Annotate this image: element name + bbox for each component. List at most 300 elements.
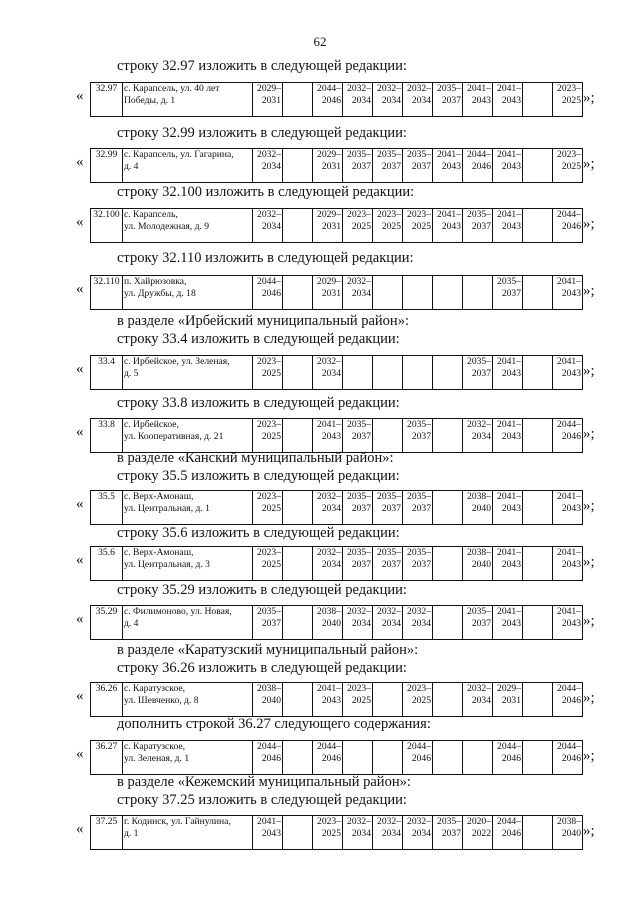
table-row [91, 419, 583, 453]
year-range-text: 2032– 2034 [347, 816, 371, 839]
year-range-text: 2041– 2043 [557, 547, 581, 570]
amendment-heading: строку 35.6 изложить в следующей редакции: [117, 525, 400, 541]
amendment-heading: строку 32.97 изложить в следующей редакции: [117, 58, 407, 74]
year-range-cell [403, 209, 433, 243]
year-range-text: 2032– 2034 [347, 606, 371, 629]
year-range-text: 2020– 2022 [467, 816, 491, 839]
closing-quote: »; [583, 363, 595, 379]
year-range-cell [553, 816, 583, 850]
closing-quote: »; [583, 690, 595, 706]
year-range-cell [493, 356, 523, 390]
year-range-text: 2041– 2043 [557, 606, 581, 629]
closing-quote: »; [583, 823, 595, 839]
address-text: с. Верх-Амонаш, ул. Центральная, д. 3 [124, 547, 210, 570]
year-range-cell [433, 209, 463, 243]
address-cell [123, 491, 253, 525]
year-range-cell [373, 356, 403, 390]
year-range-cell [553, 547, 583, 581]
row-number-cell: 35.29 [91, 606, 123, 640]
year-range-cell [283, 741, 313, 775]
row-number-cell: 36.27 [91, 741, 123, 775]
year-range-text: 2035– 2037 [377, 547, 401, 570]
year-range-text: 2023– 2025 [407, 683, 431, 706]
year-range-text: 2032– 2034 [317, 547, 341, 570]
year-range-cell [523, 209, 553, 243]
year-range-cell [493, 149, 523, 183]
year-range-cell [523, 816, 553, 850]
year-range-text: 2035– 2037 [377, 491, 401, 514]
year-range-cell [493, 276, 523, 310]
year-range-cell [343, 547, 373, 581]
year-range-text: 2041– 2043 [467, 83, 491, 106]
year-range-text: 2038– 2040 [467, 547, 491, 570]
address-cell [123, 419, 253, 453]
table-row [91, 683, 583, 717]
year-range-cell [313, 683, 343, 717]
year-range-text: 2041– 2043 [317, 419, 341, 442]
year-range-cell [253, 816, 283, 850]
year-range-text: 2041– 2043 [557, 356, 581, 379]
year-range-text: 2041– 2043 [557, 491, 581, 514]
year-range-cell [313, 606, 343, 640]
year-range-cell [373, 83, 403, 117]
year-range-cell [523, 547, 553, 581]
year-range-cell [283, 606, 313, 640]
year-range-cell [283, 816, 313, 850]
table-row [91, 83, 583, 117]
year-range-cell [463, 683, 493, 717]
year-range-text: 2035– 2037 [347, 491, 371, 514]
year-range-cell [433, 741, 463, 775]
year-range-cell [523, 276, 553, 310]
year-range-text: 2023– 2025 [407, 209, 431, 232]
year-range-cell [343, 816, 373, 850]
year-range-cell [283, 149, 313, 183]
opening-quote: « [76, 688, 84, 704]
year-range-cell [253, 276, 283, 310]
year-range-text: 2041– 2043 [317, 683, 341, 706]
opening-quote: « [76, 611, 84, 627]
year-range-text: 2038– 2040 [317, 606, 341, 629]
year-range-text: 2035– 2037 [377, 149, 401, 172]
year-range-cell [253, 547, 283, 581]
year-range-text: 2041– 2043 [497, 606, 521, 629]
year-range-text: 2023– 2025 [317, 816, 341, 839]
year-range-cell [373, 816, 403, 850]
address-text: с. Ирбейское, ул. Зеленая, д. 5 [124, 356, 230, 379]
amendment-table [90, 82, 583, 117]
amendment-table [90, 815, 583, 850]
year-range-cell [283, 683, 313, 717]
year-range-text: 2035– 2037 [407, 419, 431, 442]
section-title: в разделе «Ирбейский муниципальный район»: [117, 313, 409, 329]
year-range-cell [373, 606, 403, 640]
year-range-cell [493, 816, 523, 850]
closing-quote: »; [583, 216, 595, 232]
closing-quote: »; [583, 283, 595, 299]
year-range-text: 2029– 2031 [317, 276, 341, 299]
row-number-cell: 32.99 [91, 149, 123, 183]
year-range-text: 2023– 2025 [257, 356, 281, 379]
opening-quote: « [76, 361, 84, 377]
year-range-cell [433, 683, 463, 717]
address-text: с. Каратузское, ул. Зеленая, д. 1 [124, 741, 190, 764]
table-row [91, 491, 583, 525]
year-range-cell [373, 419, 403, 453]
year-range-text: 2032– 2034 [347, 276, 371, 299]
year-range-cell [463, 606, 493, 640]
amendment-heading: строку 37.25 изложить в следующей редакции: [117, 792, 407, 808]
year-range-text: 2035– 2037 [467, 356, 491, 379]
year-range-text: 2044– 2046 [497, 816, 521, 839]
opening-quote: « [76, 88, 84, 104]
year-range-cell [283, 83, 313, 117]
year-range-cell [463, 816, 493, 850]
year-range-cell [463, 356, 493, 390]
year-range-cell [463, 491, 493, 525]
year-range-cell [283, 547, 313, 581]
address-cell [123, 606, 253, 640]
address-cell [123, 816, 253, 850]
year-range-text: 2032– 2034 [467, 419, 491, 442]
table-row [91, 741, 583, 775]
year-range-text: 2044– 2046 [497, 741, 521, 764]
table-row [91, 606, 583, 640]
address-cell [123, 683, 253, 717]
amendment-table [90, 355, 583, 390]
year-range-text: 2029– 2031 [497, 683, 521, 706]
year-range-cell [253, 83, 283, 117]
year-range-cell [403, 741, 433, 775]
address-cell [123, 83, 253, 117]
year-range-cell [253, 606, 283, 640]
year-range-cell [313, 356, 343, 390]
amendment-table [90, 148, 583, 183]
year-range-text: 2044– 2046 [557, 741, 581, 764]
year-range-text: 2035– 2037 [347, 149, 371, 172]
year-range-cell [463, 741, 493, 775]
year-range-cell [433, 276, 463, 310]
year-range-text: 2035– 2037 [347, 547, 371, 570]
year-range-text: 2044– 2046 [557, 209, 581, 232]
year-range-text: 2032– 2034 [377, 606, 401, 629]
year-range-cell [313, 491, 343, 525]
address-text: п. Хайрюзовка, ул. Дружбы, д. 18 [124, 276, 196, 299]
closing-quote: »; [583, 613, 595, 629]
year-range-cell [403, 83, 433, 117]
year-range-cell [283, 209, 313, 243]
year-range-cell [403, 816, 433, 850]
year-range-text: 2044– 2046 [557, 683, 581, 706]
year-range-text: 2035– 2037 [437, 83, 461, 106]
year-range-text: 2038– 2040 [467, 491, 491, 514]
year-range-cell [403, 547, 433, 581]
year-range-text: 2035– 2037 [467, 606, 491, 629]
amendment-heading: строку 32.100 изложить в следующей редакции: [117, 184, 415, 200]
year-range-text: 2032– 2034 [407, 816, 431, 839]
year-range-text: 2044– 2046 [557, 419, 581, 442]
year-range-text: 2041– 2043 [497, 491, 521, 514]
year-range-cell [313, 83, 343, 117]
address-text: г. Кодинск, ул. Гайнулина, д. 1 [124, 816, 231, 839]
section-title: в разделе «Канский муниципальный район»: [117, 450, 394, 466]
year-range-cell [373, 741, 403, 775]
year-range-cell [493, 547, 523, 581]
year-range-text: 2041– 2043 [497, 419, 521, 442]
row-number-cell: 33.4 [91, 356, 123, 390]
year-range-text: 2044– 2046 [407, 741, 431, 764]
year-range-text: 2035– 2037 [497, 276, 521, 299]
year-range-text: 2035– 2037 [347, 419, 371, 442]
year-range-text: 2038– 2040 [557, 816, 581, 839]
year-range-cell [433, 606, 463, 640]
amendment-heading: строку 35.5 изложить в следующей редакции: [117, 468, 400, 484]
amendment-heading: строку 33.4 изложить в следующей редакции: [117, 331, 400, 347]
year-range-cell [553, 276, 583, 310]
year-range-cell [373, 547, 403, 581]
year-range-cell [283, 419, 313, 453]
address-cell [123, 741, 253, 775]
year-range-cell [313, 209, 343, 243]
year-range-text: 2041– 2043 [497, 209, 521, 232]
year-range-cell [403, 419, 433, 453]
row-number-cell: 36.26 [91, 683, 123, 717]
year-range-cell [523, 491, 553, 525]
amendment-table [90, 490, 583, 525]
year-range-cell [403, 149, 433, 183]
year-range-cell [373, 491, 403, 525]
year-range-text: 2035– 2037 [407, 547, 431, 570]
year-range-text: 2029– 2031 [257, 83, 281, 106]
row-number-cell: 32.110 [91, 276, 123, 310]
opening-quote: « [76, 424, 84, 440]
address-cell [123, 276, 253, 310]
year-range-cell [283, 356, 313, 390]
year-range-text: 2023– 2025 [557, 83, 581, 106]
year-range-cell [553, 491, 583, 525]
amendment-heading: строку 32.110 изложить в следующей редакции: [117, 250, 414, 266]
year-range-cell [253, 209, 283, 243]
year-range-cell [313, 149, 343, 183]
year-range-text: 2023– 2025 [347, 683, 371, 706]
year-range-cell [433, 547, 463, 581]
year-range-cell [343, 606, 373, 640]
year-range-text: 2032– 2034 [347, 83, 371, 106]
amendment-heading: строку 33.8 изложить в следующей редакции: [117, 395, 400, 411]
year-range-text: 2044– 2046 [317, 83, 341, 106]
year-range-cell [493, 419, 523, 453]
year-range-cell [433, 419, 463, 453]
year-range-cell [523, 83, 553, 117]
year-range-cell [433, 816, 463, 850]
year-range-cell [403, 491, 433, 525]
opening-quote: « [76, 281, 84, 297]
opening-quote: « [76, 154, 84, 170]
year-range-text: 2029– 2031 [317, 209, 341, 232]
year-range-text: 2032– 2034 [257, 149, 281, 172]
year-range-cell [343, 683, 373, 717]
year-range-cell [403, 276, 433, 310]
address-cell [123, 547, 253, 581]
closing-quote: »; [583, 498, 595, 514]
table-row [91, 816, 583, 850]
year-range-text: 2041– 2043 [497, 83, 521, 106]
year-range-text: 2041– 2043 [437, 209, 461, 232]
closing-quote: »; [583, 90, 595, 106]
year-range-cell [493, 606, 523, 640]
year-range-cell [313, 547, 343, 581]
amendment-table [90, 682, 583, 717]
year-range-cell [553, 149, 583, 183]
year-range-cell [493, 209, 523, 243]
address-text: с. Карапсель, ул. 40 лет Победы, д. 1 [124, 83, 220, 106]
year-range-cell [553, 606, 583, 640]
year-range-cell [463, 547, 493, 581]
year-range-cell [343, 491, 373, 525]
row-number-cell: 37.25 [91, 816, 123, 850]
address-text: с. Каратузское, ул. Шевченко, д. 8 [124, 683, 199, 706]
year-range-cell [313, 741, 343, 775]
year-range-text: 2041– 2043 [497, 547, 521, 570]
year-range-cell [523, 356, 553, 390]
address-cell [123, 149, 253, 183]
year-range-cell [463, 149, 493, 183]
amendment-heading: строку 32.99 изложить в следующей редакции: [117, 125, 407, 141]
year-range-cell [433, 149, 463, 183]
year-range-cell [553, 741, 583, 775]
section-title: в разделе «Каратузский муниципальный район»: [117, 642, 419, 658]
row-number-cell: 35.5 [91, 491, 123, 525]
amendment-table [90, 208, 583, 243]
year-range-cell [253, 683, 283, 717]
year-range-cell [493, 683, 523, 717]
address-text: с. Филимоново, ул. Новая, д. 4 [124, 606, 232, 629]
year-range-cell [373, 149, 403, 183]
year-range-cell [343, 209, 373, 243]
amendment-table [90, 605, 583, 640]
year-range-text: 2035– 2037 [407, 491, 431, 514]
year-range-cell [433, 356, 463, 390]
year-range-text: 2041– 2043 [497, 149, 521, 172]
amendment-heading: строку 36.26 изложить в следующей редакции: [117, 660, 407, 676]
year-range-cell [553, 419, 583, 453]
address-cell [123, 356, 253, 390]
amendment-table [90, 418, 583, 453]
opening-quote: « [76, 552, 84, 568]
amendment-table [90, 546, 583, 581]
row-number-cell: 33.8 [91, 419, 123, 453]
year-range-cell [373, 209, 403, 243]
opening-quote: « [76, 496, 84, 512]
table-row [91, 276, 583, 310]
year-range-cell [433, 83, 463, 117]
year-range-text: 2044– 2046 [467, 149, 491, 172]
year-range-cell [343, 83, 373, 117]
year-range-cell [403, 356, 433, 390]
year-range-text: 2023– 2025 [257, 547, 281, 570]
section-title: в разделе «Кежемский муниципальный район»: [117, 774, 411, 790]
table-row [91, 149, 583, 183]
year-range-text: 2041– 2043 [497, 356, 521, 379]
year-range-text: 2035– 2037 [467, 209, 491, 232]
year-range-text: 2041– 2043 [557, 276, 581, 299]
closing-quote: »; [583, 748, 595, 764]
amendment-heading: дополнить строкой 36.27 следующего содержания: [117, 716, 431, 732]
opening-quote: « [76, 214, 84, 230]
opening-quote: « [76, 821, 84, 837]
year-range-text: 2035– 2037 [407, 149, 431, 172]
year-range-cell [373, 683, 403, 717]
year-range-text: 2032– 2034 [467, 683, 491, 706]
row-number-cell: 35.6 [91, 547, 123, 581]
closing-quote: »; [583, 156, 595, 172]
year-range-text: 2032– 2034 [257, 209, 281, 232]
year-range-cell [523, 419, 553, 453]
year-range-cell [433, 491, 463, 525]
year-range-cell [403, 683, 433, 717]
year-range-cell [313, 816, 343, 850]
year-range-cell [343, 741, 373, 775]
year-range-cell [463, 419, 493, 453]
year-range-cell [343, 276, 373, 310]
closing-quote: »; [583, 554, 595, 570]
year-range-cell [493, 83, 523, 117]
year-range-text: 2029– 2031 [317, 149, 341, 172]
year-range-text: 2044– 2046 [257, 741, 281, 764]
year-range-text: 2044– 2046 [257, 276, 281, 299]
closing-quote: »; [583, 426, 595, 442]
year-range-text: 2032– 2034 [317, 356, 341, 379]
amendment-table [90, 740, 583, 775]
page-number: 62 [313, 34, 327, 49]
amendment-table [90, 275, 583, 310]
year-range-text: 2044– 2046 [317, 741, 341, 764]
year-range-cell [553, 83, 583, 117]
year-range-cell [553, 209, 583, 243]
year-range-cell [403, 606, 433, 640]
address-cell [123, 209, 253, 243]
table-row [91, 356, 583, 390]
year-range-cell [283, 491, 313, 525]
year-range-text: 2023– 2025 [347, 209, 371, 232]
year-range-cell [553, 356, 583, 390]
year-range-text: 2032– 2034 [317, 491, 341, 514]
year-range-cell [523, 683, 553, 717]
year-range-text: 2038– 2040 [257, 683, 281, 706]
year-range-text: 2023– 2025 [557, 149, 581, 172]
year-range-cell [253, 149, 283, 183]
row-number-cell: 32.100 [91, 209, 123, 243]
year-range-cell [253, 491, 283, 525]
year-range-cell [343, 419, 373, 453]
year-range-cell [343, 149, 373, 183]
address-text: с. Карапсель, ул. Гагарина, д. 4 [124, 149, 234, 172]
table-row [91, 209, 583, 243]
opening-quote: « [76, 746, 84, 762]
year-range-text: 2032– 2034 [407, 606, 431, 629]
year-range-cell [553, 683, 583, 717]
year-range-cell [373, 276, 403, 310]
year-range-text: 2032– 2034 [377, 83, 401, 106]
year-range-cell [463, 83, 493, 117]
year-range-cell [493, 741, 523, 775]
year-range-text: 2023– 2025 [257, 419, 281, 442]
year-range-text: 2035– 2037 [437, 816, 461, 839]
table-row [91, 547, 583, 581]
year-range-text: 2041– 2043 [437, 149, 461, 172]
year-range-cell [493, 491, 523, 525]
year-range-cell [253, 419, 283, 453]
